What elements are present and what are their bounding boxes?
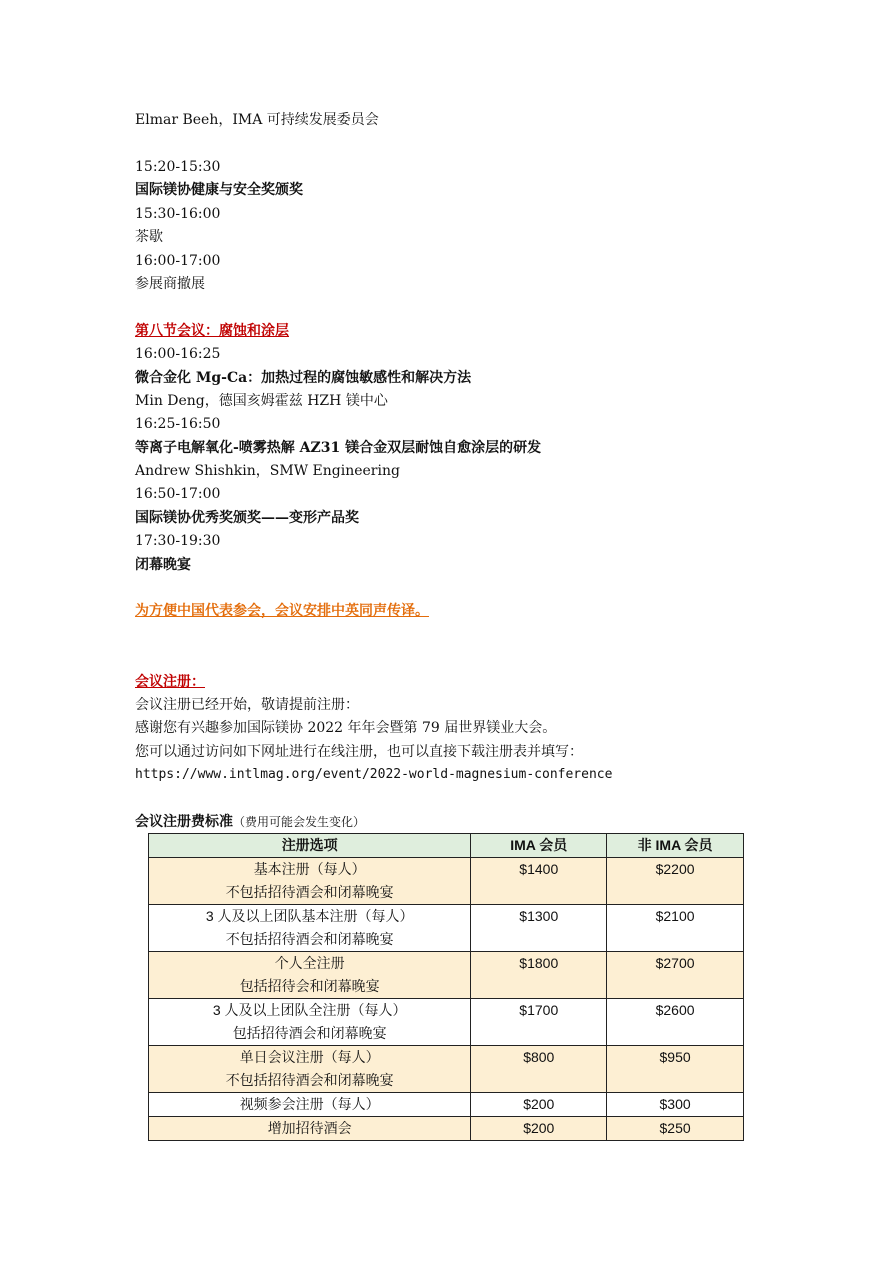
time-slot: 16:00-17:00 [135,253,221,269]
option-line: 包括招待会和闭幕晚宴 [239,978,380,994]
registration-text: 感谢您有兴趣参加国际镁协 2022 年年会暨第 79 届世界镁业大会。 [135,720,557,736]
member-fee-cell: $800 [471,1046,607,1093]
member-fee-cell: $1700 [471,999,607,1046]
non-member-fee-cell: $300 [607,1093,744,1117]
option-line: 3 人及以上团队全注册（每人） [212,1002,407,1018]
table-row [149,999,744,1046]
member-fee-cell: $1800 [471,952,607,999]
registration-heading: 会议注册： [135,674,205,690]
option-cell [149,1046,471,1093]
option-cell [149,952,471,999]
non-member-fee-cell: $2600 [607,999,744,1046]
option-cell [149,1093,471,1117]
registration-text: 您可以通过访问如下网址进行在线注册，也可以直接下载注册表并填写： [135,744,583,760]
fee-title-note: （费用可能会发生变化） [233,815,366,829]
speaker-line: Elmar Beeh，IMA 可持续发展委员会 [135,112,379,128]
talk-title: 国际镁协优秀奖颁奖——变形产品奖 [135,510,359,526]
talk-title: 微合金化 Mg-Ca：加热过程的腐蚀敏感性和解决方法 [135,370,472,386]
non-member-fee-cell: $2100 [607,905,744,952]
fee-table-title [135,812,365,832]
member-fee-cell: $200 [471,1093,607,1117]
member-fee-cell: $1400 [471,858,607,905]
table-header-row [149,834,744,858]
column-header: 注册选项 [149,834,471,858]
fee-title-text: 会议注册费标准 [135,814,233,830]
option-line: 不包括招待酒会和闭幕晚宴 [225,931,394,947]
option-line: 3 人及以上团队基本注册（每人） [205,908,414,924]
table-row [149,1117,744,1141]
member-fee-cell: $200 [471,1117,607,1141]
non-member-fee-cell: $950 [607,1046,744,1093]
option-cell [149,999,471,1046]
option-line: 基本注册（每人） [253,861,366,877]
time-slot: 15:20-15:30 [135,159,221,175]
table-row [149,905,744,952]
registration-url-link[interactable]: https://www.intlmag.org/event/2022-world-magnesium-conference [135,767,613,782]
option-line: 不包括招待酒会和闭幕晚宴 [225,1072,394,1088]
option-cell [149,1117,471,1141]
talk-title: 闭幕晚宴 [135,557,191,573]
non-member-fee-cell: $2700 [607,952,744,999]
time-slot: 16:00-16:25 [135,346,221,362]
option-cell [149,905,471,952]
option-cell [149,858,471,905]
table-row [149,1093,744,1117]
option-line: 个人全注册 [274,955,345,971]
agenda-item: 参展商撤展 [135,276,205,292]
option-line: 视频参会注册（每人） [239,1096,380,1112]
talk-title: 等离子电解氧化-喷雾热解 AZ31 镁合金双层耐蚀自愈涂层的研发 [135,440,542,456]
agenda-item: 茶歇 [135,229,163,245]
option-line: 单日会议注册（每人） [239,1049,380,1065]
column-header: IMA 会员 [471,834,607,858]
interpretation-note: 为方便中国代表参会，会议安排中英同声传译。 [135,603,429,619]
time-slot: 16:50-17:00 [135,486,221,502]
fee-table [148,833,744,1141]
time-slot: 17:30-19:30 [135,533,221,549]
agenda-title: 国际镁协健康与安全奖颁奖 [135,182,303,198]
speaker-line: Andrew Shishkin，SMW Engineering [135,463,400,479]
non-member-fee-cell: $250 [607,1117,744,1141]
non-member-fee-cell: $2200 [607,858,744,905]
session-heading: 第八节会议：腐蚀和涂层 [135,323,289,339]
column-header: 非 IMA 会员 [607,834,744,858]
speaker-line: Min Deng，德国亥姆霍兹 HZH 镁中心 [135,393,388,409]
table-row [149,858,744,905]
option-line: 不包括招待酒会和闭幕晚宴 [225,884,394,900]
option-line: 包括招待酒会和闭幕晚宴 [232,1025,387,1041]
table-row [149,952,744,999]
member-fee-cell: $1300 [471,905,607,952]
registration-text: 会议注册已经开始，敬请提前注册： [135,697,359,713]
time-slot: 15:30-16:00 [135,206,221,222]
table-row [149,1046,744,1093]
option-line: 增加招待酒会 [267,1120,352,1136]
time-slot: 16:25-16:50 [135,416,221,432]
